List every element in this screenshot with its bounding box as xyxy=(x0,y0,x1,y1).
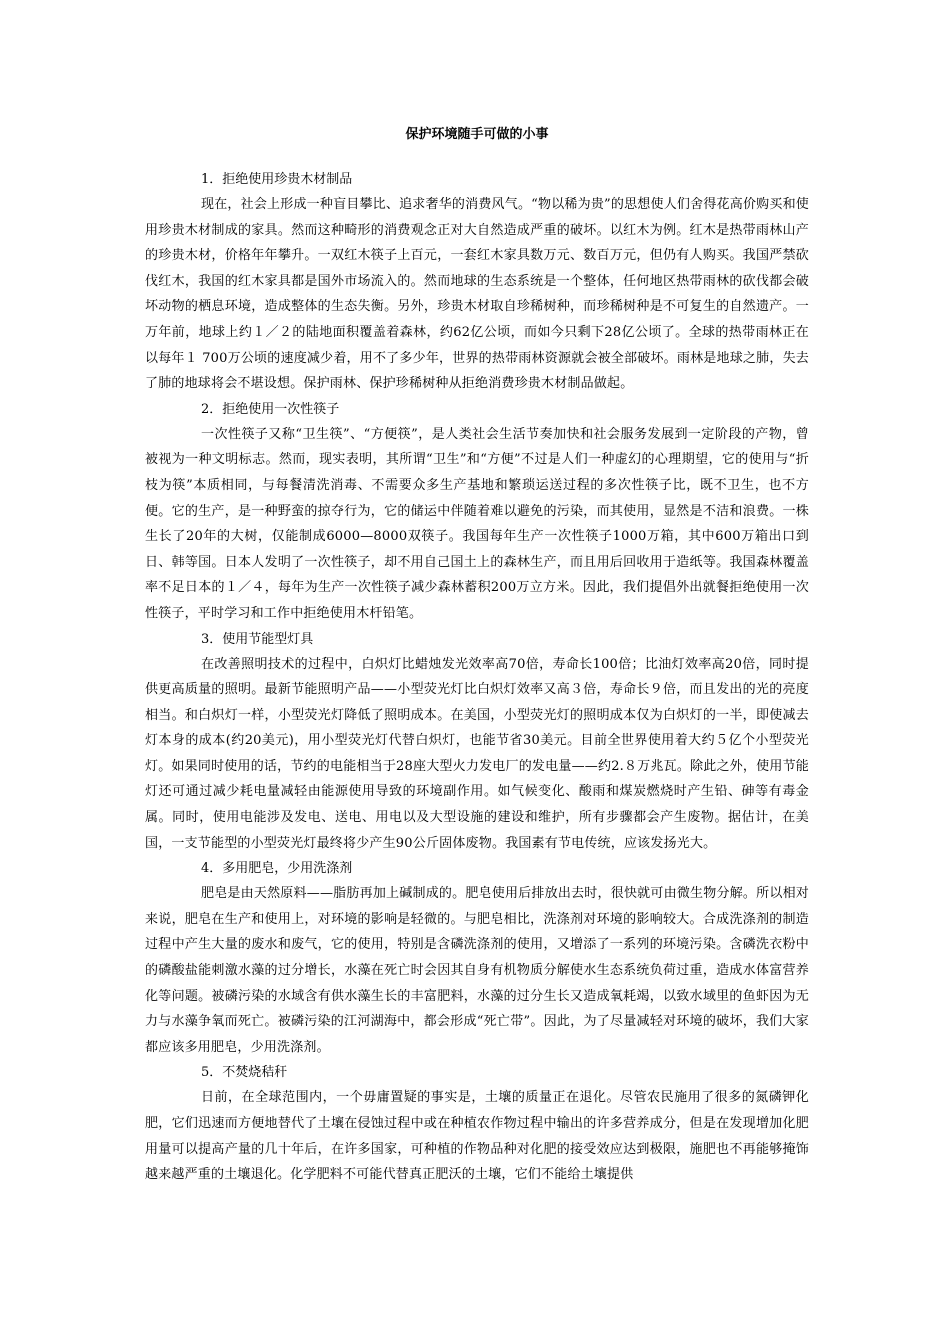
section-3 xyxy=(145,627,809,857)
section-1 xyxy=(145,167,809,397)
section-heading: 4．多用肥皂，少用洗涤剂 xyxy=(201,861,353,877)
section-2 xyxy=(145,397,809,627)
section-heading: 5．不焚烧秸秆 xyxy=(201,1065,288,1081)
section-4 xyxy=(145,856,809,1060)
section-paragraph: 现在，社会上形成一种盲目攀比、追求奢华的消费风气。“物以稀为贵”的思想使人们舍得花高价购买和使用珍贵木材制成的家具。然而这种畸形的消费观念正对大自然造成严重的破坏。以红木为例。红木是热带雨林山产的珍贵木材，价格年年攀升。一双红木筷子上百元，一套红木家具数万元、数百万元，但仍有人购买。我国严禁砍伐红木，我国的红木家具都是国外市场流入的。然而地球的生态系统是一个整体，任何地区热带雨林的砍伐都会破坏动物的栖息环境，造成整体的生态失衡。另外，珍贵木材取自珍稀树种，而珍稀树种是不可复生的自然遗产。一万年前，地球上约１／２的陆地面积覆盖着森林，约62亿公顷，而如今只剩下28亿公顷了。全球的热带雨林正在以每年１ 700万公顷的速度减少着，用不了多少年，世界的热带雨林资源就会被全部破坏。雨林是地球之肺，失去了肺的地球将会不堪设想。保护雨林、保护珍稀树种从拒绝消费珍贵木材制品做起。 xyxy=(145,197,809,392)
section-paragraph: 肥皂是由天然原料——脂肪再加上碱制成的。肥皂使用后排放出去时，很快就可由微生物分解。所以相对来说，肥皂在生产和使用上，对环境的影响是轻微的。与肥皂相比，洗涤剂对环境的影响较大。合成洗涤剂的制造过程中产生大量的废水和废气，它的使用，特别是含磷洗涤剂的使用，又增添了一系列的环境污染。含磷洗衣粉中的磷酸盐能刺激水藻的过分增长，水藻在死亡时会因其自身有机物质分解使水生态系统负荷过重，造成水体富营养化等问题。被磷污染的水域含有供水藻生长的丰富肥料，水藻的过分生长又造成氧耗竭，以致水域里的鱼虾因为无力与水藻争氧而死亡。被磷污染的江河湖海中，都会形成“死亡带”。因此，为了尽量减轻对环境的破坏，我们大家都应该多用肥皂，少用洗涤剂。 xyxy=(145,886,809,1055)
section-5 xyxy=(145,1060,809,1187)
section-paragraph: 在改善照明技术的过程中，白炽灯比蜡烛发光效率高70倍，寿命长100倍；比油灯效率高20倍，同时提供更高质量的照明。最新节能照明产品——小型荧光灯比白炽灯效率又高３倍，寿命长９倍，而且发出的光的亮度相当。和白炽灯一样，小型荧光灯降低了照明成本。在美国，小型荧光灯的照明成本仅为白炽灯的一半，即使减去灯本身的成本(约20美元)，用小型荧光灯代替白炽灯，也能节省30美元。目前全世界使用着大约５亿个小型荧光灯。如果同时使用的话，节约的电能相当于28座大型火力发电厂的发电量——约2.８万兆瓦。除此之外，使用节能灯还可通过减少耗电量减轻由能源使用导致的环境副作用。如气候变化、酸雨和煤炭燃烧时产生铅、砷等有毒金属。同时，使用电能涉及发电、送电、用电以及大型设施的建设和维护，所有步骤都会产生废物。据估计，在美国，一支节能型的小型荧光灯最终将少产生90公斤固体废物。我国素有节电传统，应该发扬光大。 xyxy=(145,656,809,851)
section-paragraph: 一次性筷子又称“卫生筷”、“方便筷”，是人类社会生活节奏加快和社会服务发展到一定阶段的产物，曾被视为一种文明标志。然而，现实表明，其所谓“卫生”和“方便”不过是人们一种虚幻的心理期望，它的使用与“折枝为筷”本质相同，与每餐清洗消毒、不需要众多生产基地和繁琐运送过程的多次性筷子比，既不卫生，也不方便。它的生产，是一种野蛮的掠夺行为，它的储运中伴随着难以避免的污染，而其使用，显然是不洁和浪费。一株生长了20年的大树，仅能制成6000—8000双筷子。我国每年生产一次性筷子1000万箱，其中600万箱出口到日、韩等国。日本人发明了一次性筷子，却不用自己国土上的森林生产，而且用后回收用于造纸等。我国森林覆盖率不足日本的１／４，每年为生产一次性筷子减少森林蓄积200万立方米。因此，我们提倡外出就餐拒绝使用一次性筷子，平时学习和工作中拒绝使用木杆铅笔。 xyxy=(145,426,809,621)
section-heading: 3．使用节能型灯具 xyxy=(201,631,314,647)
document-page xyxy=(145,125,809,1188)
section-heading: 2．拒绝使用一次性筷子 xyxy=(201,401,340,417)
document-title: 保护环境随手可做的小事 xyxy=(405,127,549,142)
section-heading: 1．拒绝使用珍贵木材制品 xyxy=(201,172,353,187)
section-paragraph: 日前，在全球范围内，一个毋庸置疑的事实是，土壤的质量正在退化。尽管农民施用了很多的氮磷钾化肥，它们迅速而方便地替代了土壤在侵蚀过程中或在种植农作物过程中输出的许多营养成分，但是在发现增加化肥用量可以提高产量的几十年后，在许多国家，可种植的作物品种对化肥的接受效应达到极限，施肥也不再能够掩饰越来越严重的土壤退化。化学肥料不可能代替真正肥沃的土壤，它们不能给土壤提供 xyxy=(145,1090,809,1183)
